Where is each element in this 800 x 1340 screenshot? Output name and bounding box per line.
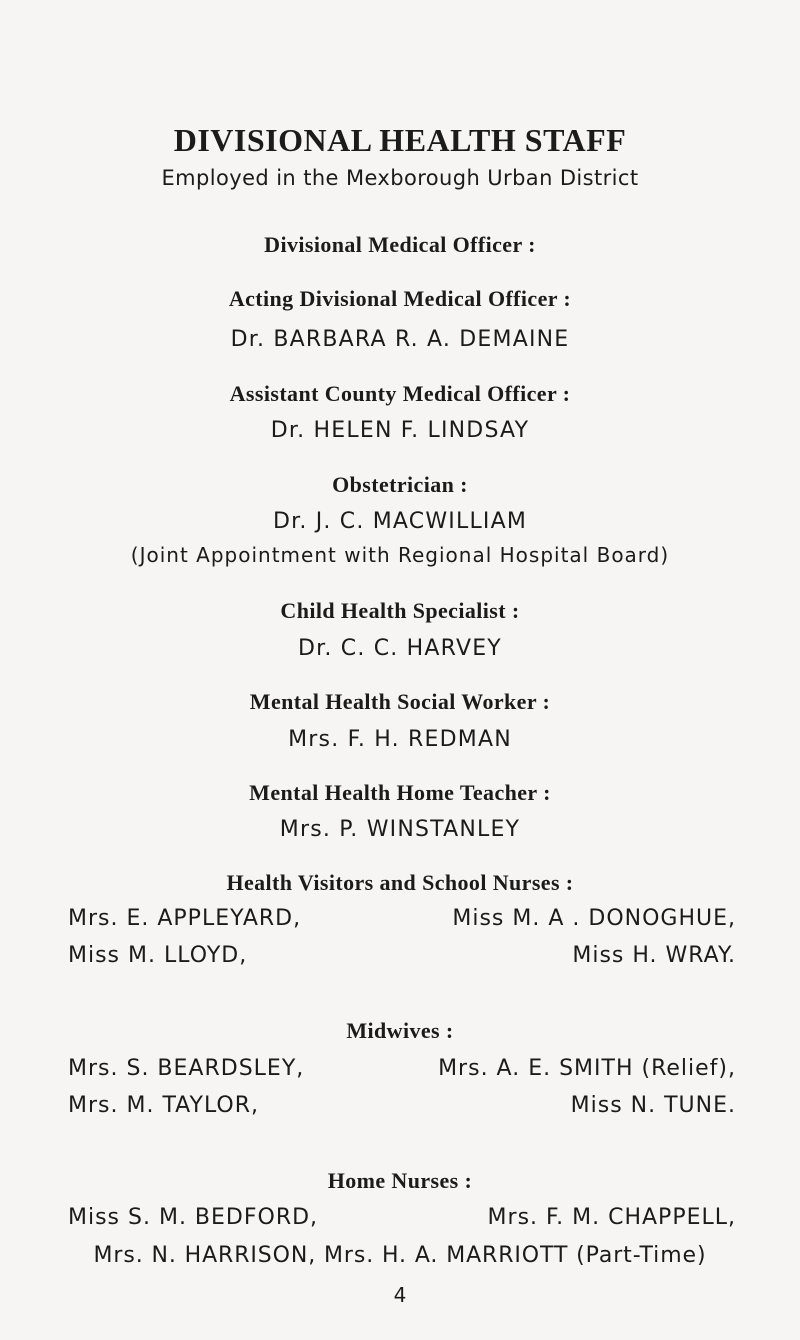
page-number: 4	[393, 1283, 407, 1307]
obstetrician-note: (Joint Appointment with Regional Hospital Board)	[130, 543, 670, 567]
home-nurse-name: Mrs. F. M. CHAPPELL,	[487, 1205, 736, 1230]
mental-teacher-heading: Mental Health Home Teacher :	[249, 780, 551, 805]
home-nurses-heading: Home Nurses :	[327, 1168, 473, 1193]
asst-cmo-name: Dr. HELEN F. LINDSAY	[270, 418, 530, 443]
mental-social-heading: Mental Health Social Worker :	[249, 689, 551, 714]
child-health-heading: Child Health Specialist :	[280, 598, 520, 623]
midwife-name: Mrs. A. E. SMITH (Relief),	[438, 1056, 736, 1081]
asst-cmo-heading: Assistant County Medical Officer :	[229, 381, 571, 406]
dmo-heading: Divisional Medical Officer :	[264, 232, 536, 257]
midwife-name: Mrs. S. BEARDSLEY,	[68, 1056, 305, 1081]
midwives-heading: Midwives :	[346, 1018, 454, 1043]
health-visitor-name: Mrs. E. APPLEYARD,	[68, 906, 302, 931]
obstetrician-heading: Obstetrician :	[332, 472, 468, 497]
home-nurse-name-line: Mrs. N. HARRISON, Mrs. H. A. MARRIOTT (Part-Time)	[93, 1243, 707, 1268]
mental-teacher-name: Mrs. P. WINSTANLEY	[279, 817, 521, 842]
obstetrician-name: Dr. J. C. MACWILLIAM	[272, 509, 528, 534]
health-visitor-name: Miss H. WRAY.	[572, 943, 736, 968]
health-visitor-name: Miss M. LLOYD,	[68, 943, 248, 968]
acting-dmo-name: Dr. BARBARA R. A. DEMAINE	[230, 327, 570, 352]
mental-social-name: Mrs. F. H. REDMAN	[288, 727, 512, 752]
child-health-name: Dr. C. C. HARVEY	[298, 636, 502, 661]
health-visitor-name: Miss M. A . DONOGHUE,	[452, 906, 736, 931]
midwife-name: Mrs. M. TAYLOR,	[68, 1093, 260, 1118]
page-subtitle: Employed in the Mexborough Urban District	[161, 166, 639, 190]
page-title: DIVISIONAL HEALTH STAFF	[173, 122, 627, 158]
midwife-name: Miss N. TUNE.	[570, 1093, 736, 1118]
home-nurse-name: Miss S. M. BEDFORD,	[68, 1205, 319, 1230]
acting-dmo-heading: Acting Divisional Medical Officer :	[228, 286, 572, 311]
health-visitors-heading: Health Visitors and School Nurses :	[226, 870, 574, 895]
